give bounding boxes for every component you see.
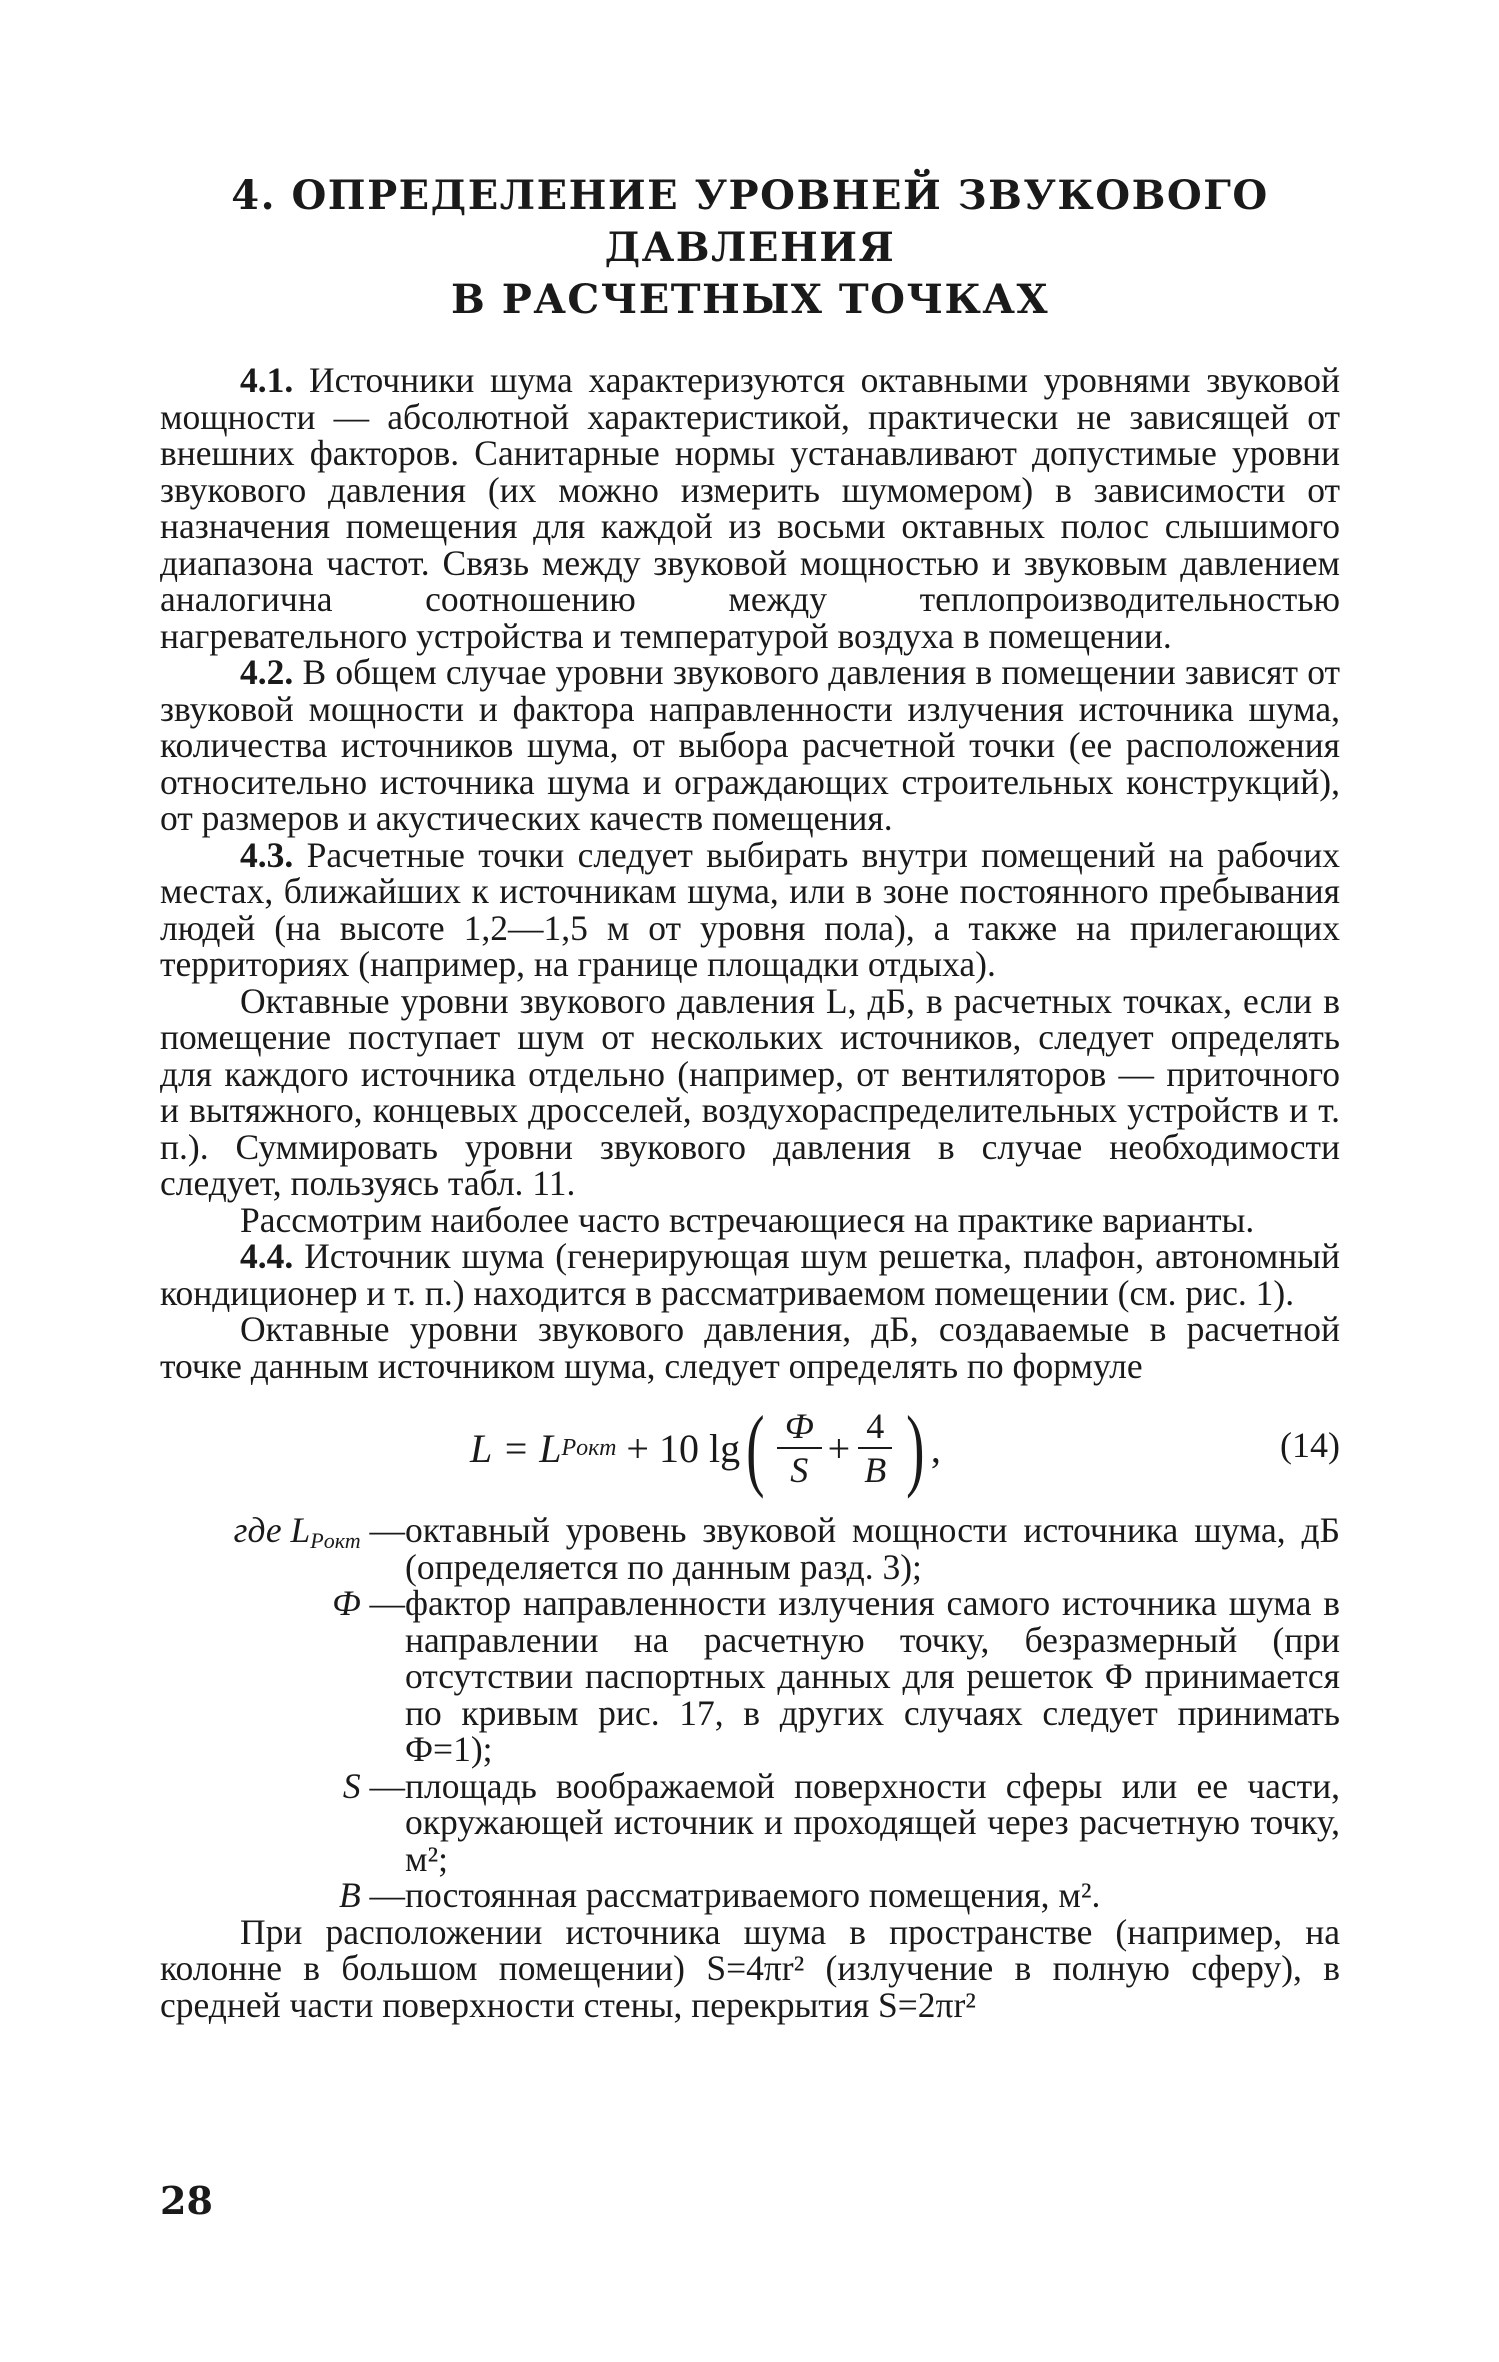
formula-body <box>470 1397 941 1499</box>
paragraph-text: Расчетные точки следует выбирать внутри помещений на рабочих местах, ближайших к источникам шума, или в зоне постоянного пребывания людей (на высоте 1,2—1,5 м от уровня пола), а также на прилегающих территориях (например, на границе площадки отдыха). <box>160 834 1341 984</box>
page-content <box>160 170 1340 2023</box>
symbol-sub: Pокт <box>310 1528 361 1553</box>
definition-row <box>160 1765 1340 1879</box>
section-heading <box>160 170 1340 326</box>
paragraph-number: 4.1. <box>240 360 294 400</box>
fraction-denominator: B <box>864 1450 887 1490</box>
definition-symbol <box>160 1585 405 1768</box>
fraction-denominator: S <box>790 1450 809 1490</box>
formula-sub: Pокт <box>561 1434 617 1461</box>
paragraph-4-3 <box>160 834 1341 984</box>
definition-text: октавный уровень звуковой мощности источника шума, дБ (определяется по данным разд. 3); <box>405 1510 1340 1587</box>
definition-text: постоянная рассматриваемого помещения, м². <box>405 1875 1101 1915</box>
formula-14 <box>160 1394 1340 1506</box>
definition-row <box>160 1877 1340 1914</box>
fraction-numerator: Ф <box>777 1405 822 1449</box>
symbol-text: B <box>338 1875 361 1915</box>
symbol-dash: — <box>360 1510 405 1550</box>
heading-line-1: 4. ОПРЕДЕЛЕНИЕ УРОВНЕЙ ЗВУКОВОГО ДАВЛЕНИЯ <box>231 172 1269 271</box>
formula-number: (14) <box>1280 1425 1340 1465</box>
paragraph-number: 4.3. <box>240 834 294 875</box>
paragraph-number: 4.4. <box>240 1236 294 1276</box>
symbol-dash: — <box>360 1583 405 1623</box>
formula-eq: = L <box>502 1425 562 1471</box>
paragraph-text: Источники шума характеризуются октавными уровнями звуковой мощности — абсолютной характеристикой, практически не зависящей от внешних факторов. Санитарные нормы устанавливают допустимые уровни звукового давления (их можно измерить шумомером) в зависимости от назначения помещения для каждой из восьми октавных полос слышимого диапазона частот. Связь между звуковой мощностью и звуковым давлением аналогична соотношению между теплопроизводительностью нагревательного устройства и температурой воздуха в помещении. <box>160 360 1341 656</box>
definition-text: фактор направленности излучения самого источника шума в направлении на расчетную точку, безразмерный (при отсутствии паспортных данных для решеток Ф принимается по кривым рис. 17, в других случаях следует принимать Ф=1); <box>405 1583 1340 1769</box>
paragraph-formula-intro: Октавные уровни звукового давления, дБ, создаваемые в расчетной точке данным источником шума, следует определять по формуле <box>160 1309 1340 1386</box>
formula-plus: + <box>827 1425 851 1471</box>
paragraph-text: Источник шума (генерирующая шум решетка, плафон, автономный кондиционер и т. п.) находится в рассматриваемом помещении (см. рис. 1). <box>160 1236 1341 1313</box>
formula-fraction-2 <box>856 1405 894 1491</box>
paragraph-4-1 <box>160 362 1340 654</box>
formula-lhs: L <box>470 1425 493 1471</box>
definition-text: площадь воображаемой поверхности сферы или ее части, окружающей источник и проходящей через расчетную точку, м²; <box>405 1765 1340 1879</box>
symbol-dash: — <box>360 1765 405 1806</box>
paragraph-4-2 <box>160 654 1340 837</box>
formula-right-paren: ) <box>906 1397 925 1499</box>
paragraph-text: В общем случае уровни звукового давления в помещении зависят от звуковой мощности и фактора направленности излучения источника шума, количества источников шума, от выбора расчетной точки (ее расположения относительно источника шума и ограждающих строительных конструкций), от размеров и акустических качеств помещения. <box>160 652 1341 838</box>
formula-fraction-1 <box>777 1405 822 1491</box>
paragraph-octave-levels: Октавные уровни звукового давления L, дБ, в расчетных точках, если в помещение поступает шум от нескольких источников, следует определять для каждого источника отдельно (например, от вентиляторов — приточного и вытяжного, концевых дросселей, воздухораспределительных устройств и т. п.). Суммировать уровни звукового давления в случае необходимости следует, пользуясь табл. 11. <box>160 980 1340 1203</box>
paragraph-consider: Рассмотрим наиболее часто встречающиеся на практике варианты. <box>240 1199 1255 1240</box>
heading-line-2: В РАСЧЕТНЫХ ТОЧКАХ <box>451 276 1049 323</box>
paragraph-4-4 <box>160 1238 1340 1311</box>
paragraph-number: 4.2. <box>240 652 294 692</box>
formula-comma: , <box>930 1425 941 1471</box>
formula-left-paren: ( <box>746 1397 765 1499</box>
definition-symbol <box>160 1877 405 1914</box>
paragraph-source-placement: При расположении источника шума в пространстве (например, на колонне в большом помещении) S=4πr² (излучение в полную сферу), в средней части поверхности стены, перекрытия S=2πr² <box>160 1911 1340 2025</box>
symbol-text: где L <box>233 1510 311 1550</box>
definition-row <box>160 1585 1340 1768</box>
symbol-dash: — <box>360 1875 405 1915</box>
fraction-numerator: 4 <box>858 1405 892 1449</box>
symbol-text: S <box>342 1765 361 1806</box>
definition-symbol <box>160 1512 405 1585</box>
symbol-text: Ф <box>332 1583 361 1623</box>
page-number: 28 <box>160 2178 213 2223</box>
definition-row <box>160 1512 1340 1585</box>
definition-symbol <box>160 1765 405 1878</box>
formula-lg: + 10 lg <box>626 1425 741 1471</box>
formula-definitions <box>160 1512 1340 1914</box>
